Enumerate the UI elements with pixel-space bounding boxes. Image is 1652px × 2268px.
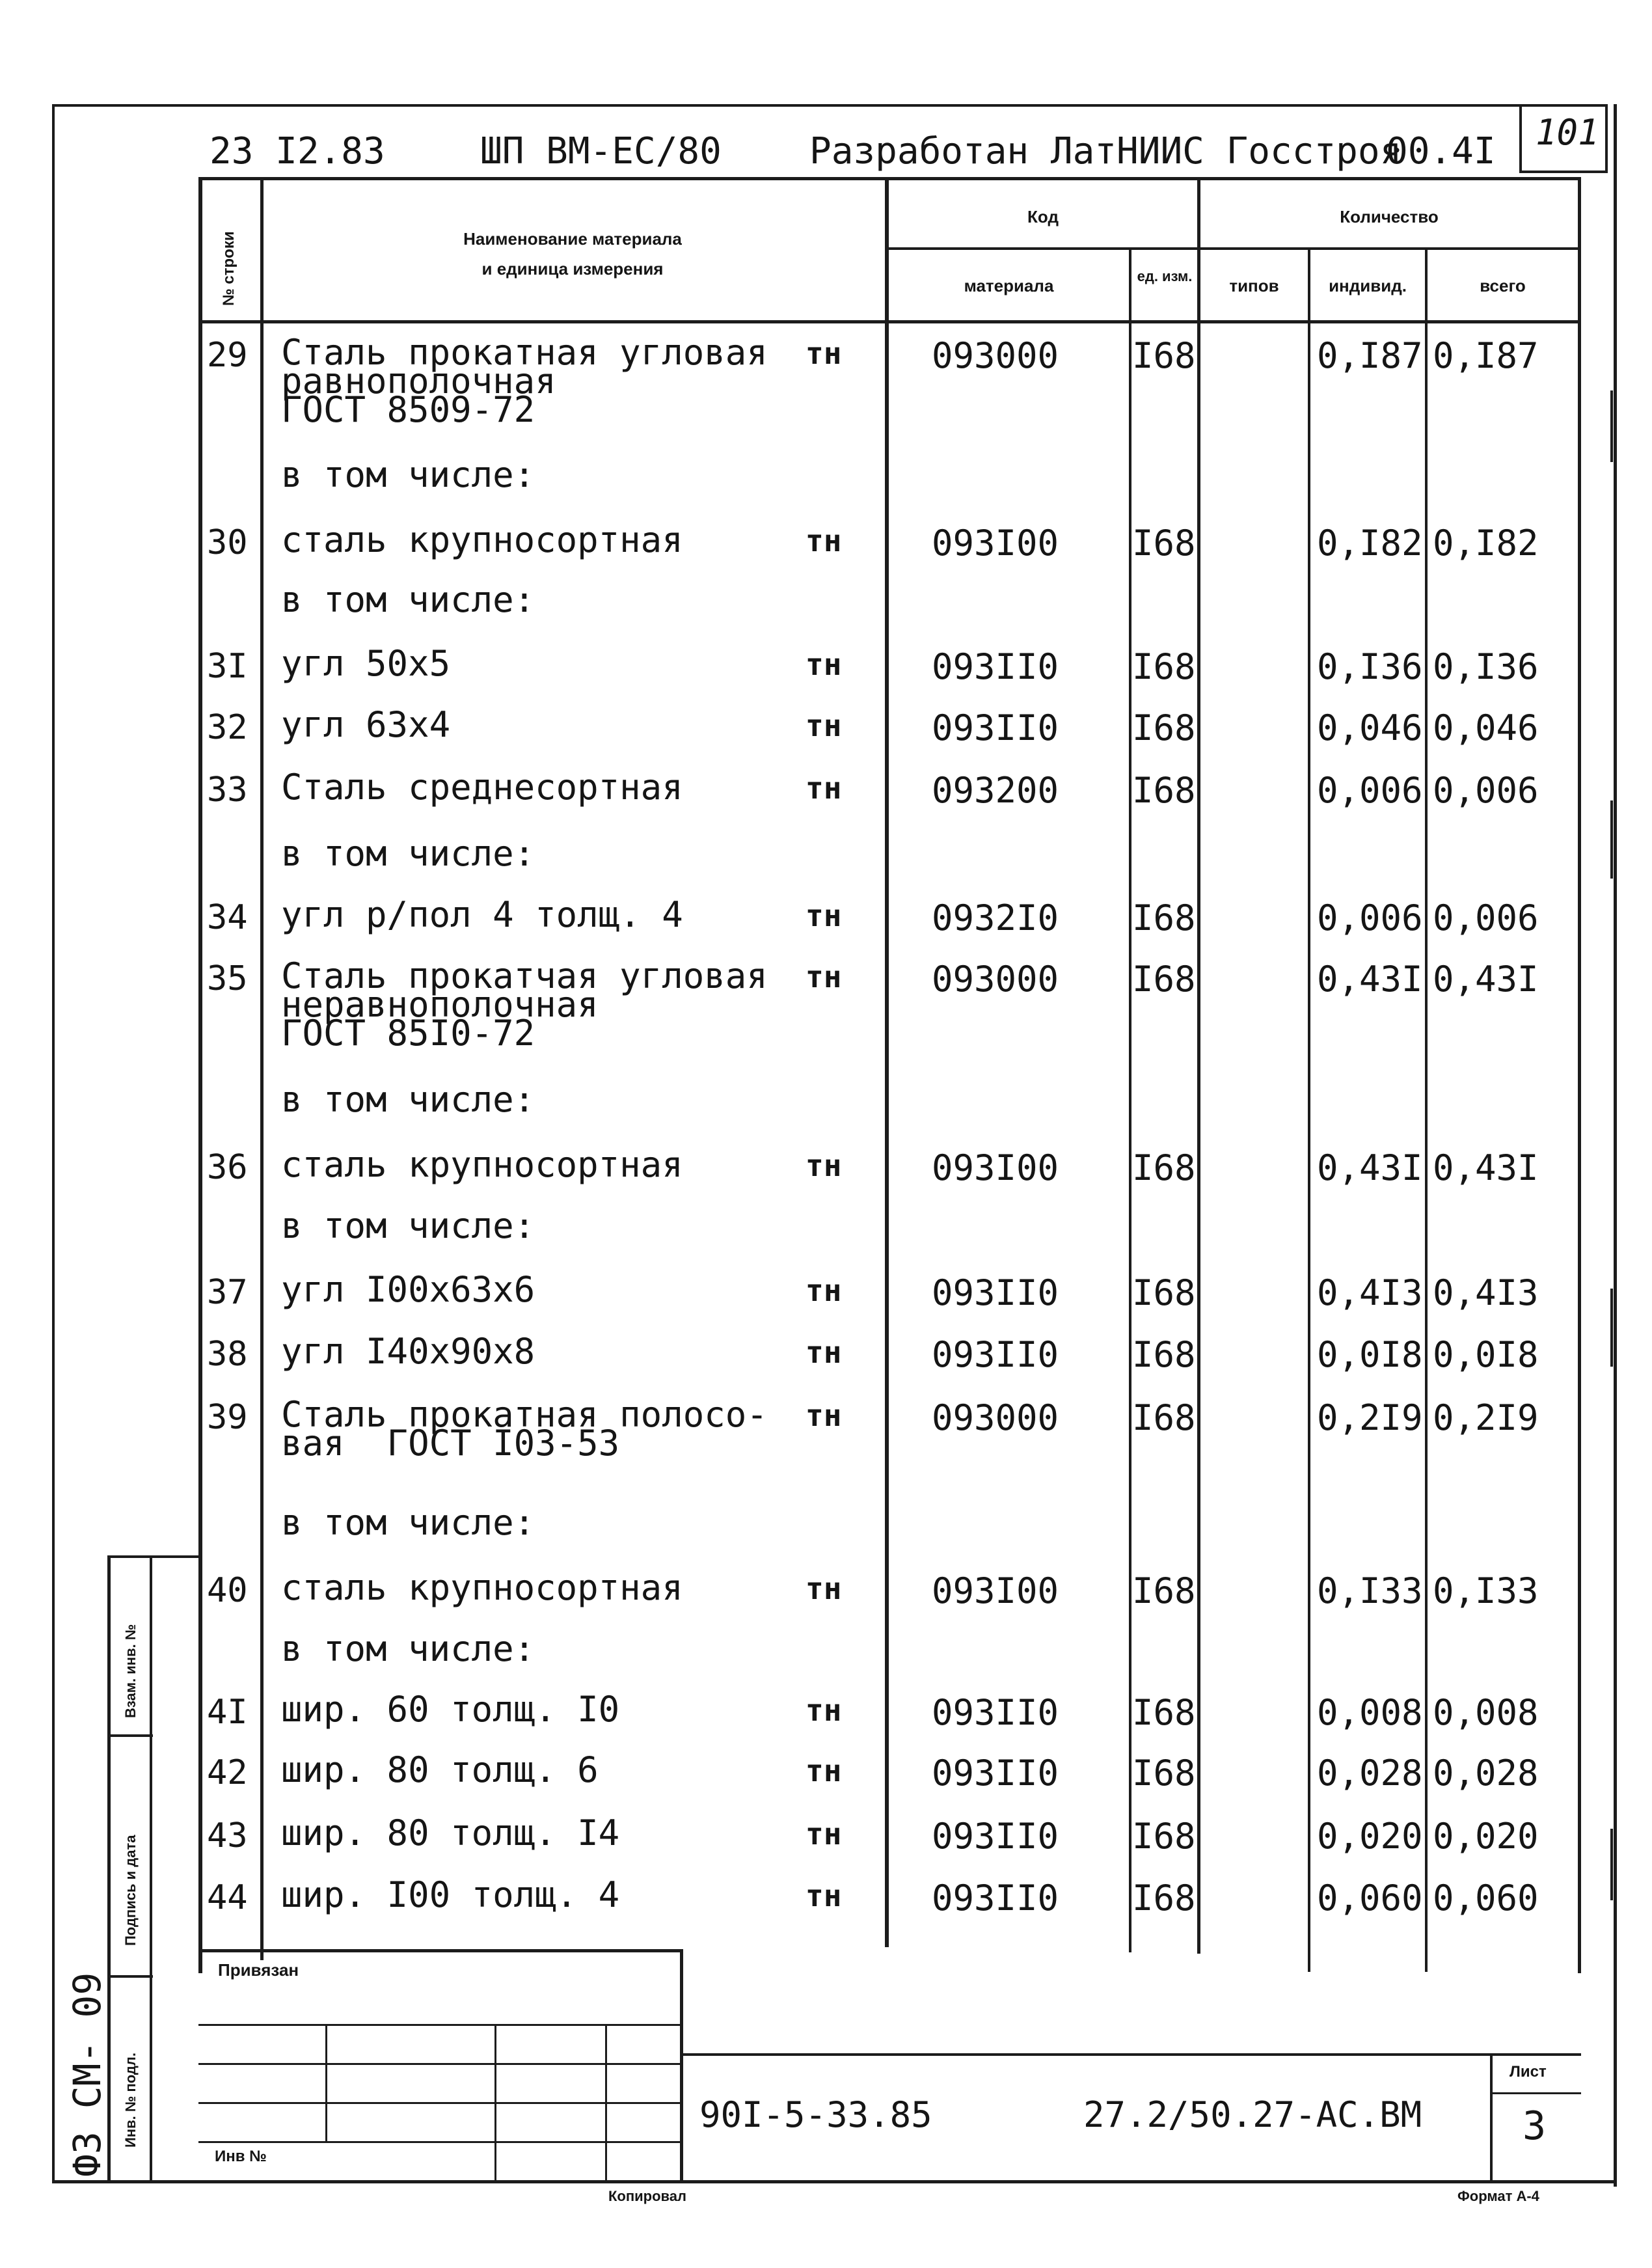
header-qty-typical: типов [1229,276,1279,295]
row-qty-individual: 0,0I8 [1317,1334,1423,1375]
page-stamp: 101 [1536,112,1599,153]
row-uom-code: I68 [1132,1753,1196,1794]
header-number: 00.4I [1386,130,1496,172]
col-line-no [260,177,264,1960]
row-qty-total: 0,006 [1433,897,1539,938]
header-qty-total: всего [1480,276,1526,295]
row-uom-code: I68 [1132,1272,1196,1313]
frame-bottom [52,2180,1614,2183]
frame-top [52,104,1607,107]
row-name: угл 63х4 [281,704,451,745]
row-uom-code: I68 [1132,1397,1196,1438]
row-qty-total: 0,2I9 [1433,1397,1539,1438]
row-number: 42 [207,1753,248,1792]
header-name-line1: Наименование материала [463,229,682,249]
row-qty-total: 0,I82 [1433,523,1539,564]
row-qty-individual: 0,060 [1317,1878,1423,1919]
table-header-bottom-line [198,320,1581,323]
row-qty-total: 0,0I8 [1433,1334,1539,1375]
row-qty-individual: 0,046 [1317,707,1423,748]
frame-left [52,104,55,2180]
row-uom-code: I68 [1132,1816,1196,1857]
row-unit: тн [806,1878,842,1913]
row-name: в том числе: [281,579,535,620]
row-qty-individual: 0,43I [1317,1147,1423,1188]
row-number: 38 [207,1335,248,1374]
stamp-doc-code: 27.2/50.27-АС.ВМ [1083,2094,1422,2135]
row-name: в том числе: [281,454,535,495]
stamp-sheet-no: 3 [1523,2103,1547,2149]
side-strip-sep1 [107,1734,153,1737]
stamp-inv-label: Инв № [215,2148,267,2165]
margin-mark-3 [1610,1289,1613,1367]
row-number: 36 [207,1148,248,1187]
row-uom-code: I68 [1132,707,1196,748]
row-material-code: 093200 [932,770,1059,811]
row-material-code: 093II0 [932,1753,1059,1794]
row-number: 40 [207,1571,248,1610]
side-strip-sep2 [107,1975,153,1978]
row-qty-total: 0,I33 [1433,1570,1539,1611]
header-developer: Разработан ЛатНИИС Госстроя [809,130,1402,172]
row-name: шир. 60 толщ. I0 [281,1689,620,1730]
row-name: Сталь прокатная полосо- вая ГОСТ I03-53 [281,1394,768,1464]
row-qty-total: 0,020 [1433,1816,1539,1857]
row-qty-total: 0,43I [1433,959,1539,1000]
col-line-typical [1308,247,1310,1972]
row-name: шир. I00 толщ. 4 [281,1874,620,1915]
header-code-group: Код [1027,207,1059,226]
row-unit: тн [806,1693,842,1728]
row-qty-individual: 0,028 [1317,1753,1423,1794]
row-qty-individual: 0,43I [1317,959,1423,1000]
row-unit: тн [806,771,842,806]
row-uom-code: I68 [1132,1147,1196,1188]
row-number: 32 [207,708,248,747]
stamp-bound-line3 [198,2102,680,2104]
row-number: 44 [207,1878,248,1917]
row-material-code: 093II0 [932,1334,1059,1375]
stamp-bound-top [198,1949,683,1952]
row-qty-individual: 0,I82 [1317,523,1423,564]
row-qty-individual: 0,006 [1317,897,1423,938]
row-material-code: 093000 [932,335,1059,376]
stamp-sheet-left [1490,2053,1493,2183]
row-uom-code: I68 [1132,523,1196,564]
col-line-uom [1129,247,1131,1952]
stamp-bound-label: Привязан [218,1960,299,1980]
row-qty-individual: 0,4I3 [1317,1272,1423,1313]
col-line-right [1578,177,1581,1973]
row-name: сталь крупносортная [281,1567,683,1608]
row-unit: тн [806,1816,842,1851]
row-name: в том числе: [281,1628,535,1669]
row-material-code: 093I00 [932,1570,1059,1611]
stamp-title-top [680,2053,1581,2056]
side-series: Ф3 СМ- 09 [65,1972,109,2177]
col-line-left [198,177,202,1973]
row-unit: тн [806,523,842,558]
row-unit: тн [806,1273,842,1308]
row-name: в том числе: [281,1079,535,1120]
row-qty-total: 0,060 [1433,1878,1539,1919]
row-material-code: 093II0 [932,707,1059,748]
row-number: 35 [207,959,248,998]
side-strip-mid [150,1555,152,2180]
table-subheader-line [885,247,1581,250]
row-name: в том числе: [281,1205,535,1246]
row-number: 34 [207,898,248,937]
stamp-bound-col3 [605,2024,607,2180]
header-qty-individual: индивид. [1329,276,1407,295]
row-unit: тн [806,336,842,371]
row-uom-code: I68 [1132,1692,1196,1733]
row-uom-code: I68 [1132,646,1196,687]
stamp-bound-right [680,1949,683,2180]
row-unit: тн [806,647,842,682]
row-name: Сталь прокатчая угловая неравнополочная ГОСТ 85I0-72 [281,955,768,1054]
col-line-qty [1197,177,1200,1954]
row-qty-individual: 0,008 [1317,1692,1423,1733]
row-number: 43 [207,1816,248,1855]
margin-mark-1 [1610,390,1613,462]
row-material-code: 093II0 [932,1816,1059,1857]
row-qty-individual: 0,I87 [1317,335,1423,376]
header-code-unit: ед. изм. [1137,268,1193,284]
row-uom-code: I68 [1132,1334,1196,1375]
row-name: шир. 80 толщ. 6 [281,1749,599,1790]
row-name: сталь крупносортная [281,1144,683,1185]
row-number: 37 [207,1273,248,1312]
row-material-code: 093II0 [932,646,1059,687]
row-qty-individual: 0,006 [1317,770,1423,811]
row-name: Сталь прокатная угловая равнополочная ГОСТ 8509-72 [281,332,768,430]
header-row-no: № строки [220,231,237,306]
side-field-inv-orig: Инв. № подл. [122,2053,139,2148]
header-code: ШП ВМ-ЕС/80 [480,130,722,172]
header-name-line2: и единица измерения [481,259,664,279]
row-material-code: 093000 [932,1397,1059,1438]
stamp-sheet-line [1490,2092,1581,2094]
row-unit: тн [806,1753,842,1788]
row-qty-total: 0,I87 [1433,335,1539,376]
stamp-sheet-label: Лист [1510,2063,1547,2081]
row-qty-total: 0,028 [1433,1753,1539,1794]
frame-right [1614,104,1617,2187]
side-field-sign-date: Подпись и дата [122,1835,139,1946]
row-unit: тн [806,1571,842,1606]
row-material-code: 093000 [932,959,1059,1000]
row-uom-code: I68 [1132,959,1196,1000]
row-qty-total: 0,008 [1433,1692,1539,1733]
row-number: 3I [207,647,248,686]
row-unit: тн [806,1335,842,1370]
stamp-project-no: 90I-5-33.85 [699,2094,932,2135]
stamp-bound-line4 [198,2141,680,2143]
col-line-indiv [1425,247,1428,1972]
row-unit: тн [806,959,842,994]
row-uom-code: I68 [1132,1570,1196,1611]
row-name: в том числе: [281,833,535,874]
row-name: сталь крупносортная [281,519,683,560]
stamp-bound-col1 [325,2024,327,2141]
row-name: угл I40х90х8 [281,1331,535,1372]
row-name: угл р/пол 4 толщ. 4 [281,894,683,935]
row-uom-code: I68 [1132,897,1196,938]
row-name: угл 50х5 [281,643,451,684]
row-qty-individual: 0,I33 [1317,1570,1423,1611]
row-qty-total: 0,I36 [1433,646,1539,687]
stamp-bound-line2 [198,2063,680,2065]
row-qty-individual: 0,020 [1317,1816,1423,1857]
row-number: 4I [207,1693,248,1732]
stamp-copied: Копировал [608,2188,687,2204]
row-qty-total: 0,4I3 [1433,1272,1539,1313]
header-qty-group: Количество [1340,207,1439,226]
table-top-line [198,177,1581,180]
header-code-material: материала [964,276,1054,295]
row-number: 33 [207,771,248,810]
row-uom-code: I68 [1132,335,1196,376]
stamp-bound-line1 [198,2024,680,2026]
row-uom-code: I68 [1132,1878,1196,1919]
row-uom-code: I68 [1132,770,1196,811]
row-unit: тн [806,708,842,743]
side-field-inv-replace: Взам. инв. № [122,1624,139,1718]
row-material-code: 0932I0 [932,897,1059,938]
header-date: 23 I2.83 [210,130,385,172]
stamp-format: Формат А-4 [1457,2188,1539,2204]
row-qty-individual: 0,I36 [1317,646,1423,687]
margin-mark-4 [1610,1829,1613,1900]
row-name: Сталь среднесортная [281,767,683,808]
row-unit: тн [806,1398,842,1433]
side-strip-top [107,1555,198,1558]
row-unit: тн [806,1148,842,1183]
row-name: угл I00х63х6 [281,1269,535,1310]
row-qty-total: 0,046 [1433,707,1539,748]
row-name: шир. 80 толщ. I4 [281,1812,620,1853]
col-line-code [885,177,889,1947]
row-number: 39 [207,1398,248,1437]
margin-mark-2 [1610,800,1613,879]
row-qty-total: 0,006 [1433,770,1539,811]
row-number: 29 [207,336,248,375]
row-qty-individual: 0,2I9 [1317,1397,1423,1438]
row-material-code: 093I00 [932,1147,1059,1188]
row-name: в том числе: [281,1502,535,1543]
row-material-code: 093II0 [932,1878,1059,1919]
row-material-code: 093I00 [932,523,1059,564]
row-unit: тн [806,898,842,933]
row-material-code: 093II0 [932,1692,1059,1733]
row-number: 30 [207,523,248,562]
stamp-bound-col2 [494,2024,496,2180]
row-material-code: 093II0 [932,1272,1059,1313]
row-qty-total: 0,43I [1433,1147,1539,1188]
